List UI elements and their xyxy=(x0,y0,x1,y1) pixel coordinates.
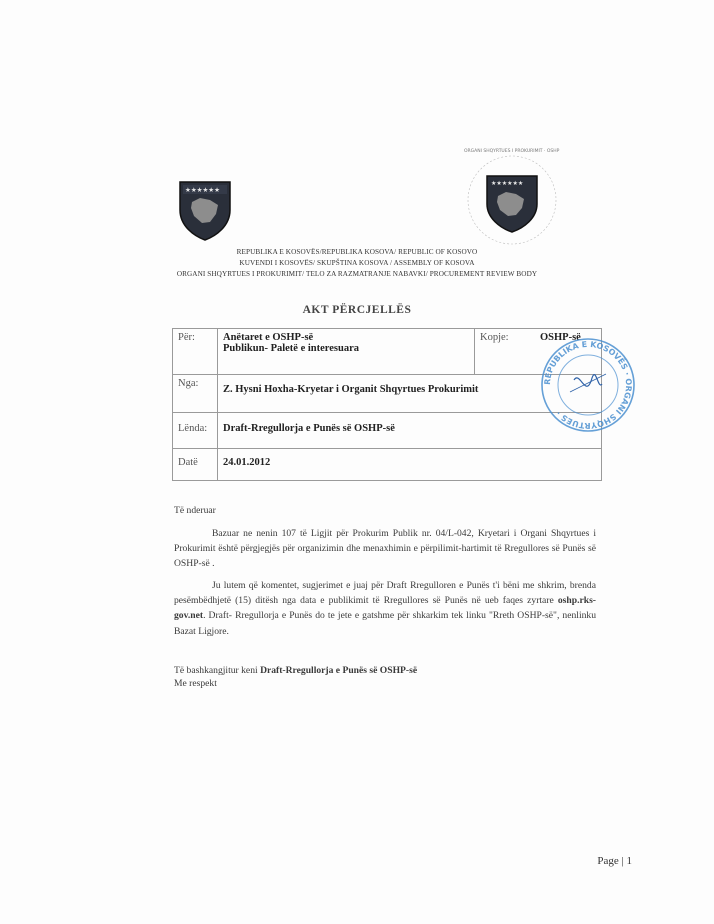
recipient-1: Anëtaret e OSHP-së xyxy=(223,332,314,343)
paragraph-2-end: . Draft- Rregullorja e Punës do te jete e gatshme për shkarkim tek linku "Rreth OSHP-së", nenlinku Bazat Ligjore. xyxy=(174,610,596,637)
official-stamp xyxy=(536,330,636,440)
paragraph-2 xyxy=(174,578,596,639)
procurement-review-body-seal xyxy=(464,149,560,248)
svg-text:★★★★★★: ★★★★★★ xyxy=(491,180,524,187)
subject-value: Draft-Rregullorja e Punës së OSHP-së xyxy=(218,413,602,449)
page-number: Page | 1 xyxy=(597,855,632,867)
attachment-title: Draft-Rregullorja e Punës së OSHP-së xyxy=(260,665,418,676)
paragraph-1: Bazuar ne nenin 107 të Ligjit për Prokurim Publik nr. 04/L-042, Kryetari i Organi Shqyrtues i Prokurimit është përgjegjës për organizimin dhe menaxhimin e përpilimit-hartimit të Rregullores së Punës së OSHP-së . xyxy=(174,528,596,570)
date-value: 24.01.2012 xyxy=(218,449,602,481)
document-title: AKT PËRCJELLËS xyxy=(302,304,412,316)
kosovo-coat-of-arms-left xyxy=(176,180,234,242)
svg-text:★★★★★★: ★★★★★★ xyxy=(185,186,220,194)
date-label: Datë xyxy=(173,449,218,481)
seal-ring-text: ORGANI SHQYRTUES I PROKURIMIT · OSHP xyxy=(464,149,560,154)
greeting: Të nderuar xyxy=(174,505,216,516)
recipient-2: Publikun- Paletë e interesuara xyxy=(223,343,360,354)
svg-text:REPUBLIKA E KOSOVËS · ORGANI S xyxy=(543,340,633,430)
header-line-3: ORGANI SHQYRTUES I PROKURIMIT/ TELO ZA RAZMATRANJE NABAVKI/ PROCUREMENT REVIEW BODY xyxy=(176,270,538,278)
paragraph-2-start: Ju lutem që komentet, sugjerimet e juaj për Draft Rregulloren e Punës t'i bëni me shkrim, brenda pesëmbëdhjetë (15) ditësh nga data e publikimit të Rregullores së Punës në ueb faqes zyrtare xyxy=(174,580,596,607)
attachment-prefix: Të bashkangjitur keni xyxy=(174,665,261,676)
website-link[interactable]: oshp.rks-gov.net xyxy=(174,595,596,622)
header-line-2: KUVENDI I KOSOVËS/ SKUPŠTINA KOSOVA / ASSEMBLY OF KOSOVA xyxy=(239,259,475,267)
kopje-value: OSHP-së xyxy=(535,329,602,375)
stamp-ring-text: REPUBLIKA E KOSOVËS · ORGANI SHQYRTUES · xyxy=(542,339,634,431)
per-label: Për: xyxy=(173,329,218,375)
kopje-label: Kopje: xyxy=(475,329,536,375)
lenda-label: Lënda: xyxy=(173,413,218,449)
header-line-1: REPUBLIKA E KOSOVËS/REPUBLIKA KOSOVA/ REPUBLIC OF KOSOVO xyxy=(236,248,478,256)
sender-value: Z. Hysni Hoxha-Kryetar i Organit Shqyrtues Prokurimit xyxy=(218,375,602,413)
closing: Me respekt xyxy=(174,678,217,689)
nga-label: Nga: xyxy=(173,375,218,413)
